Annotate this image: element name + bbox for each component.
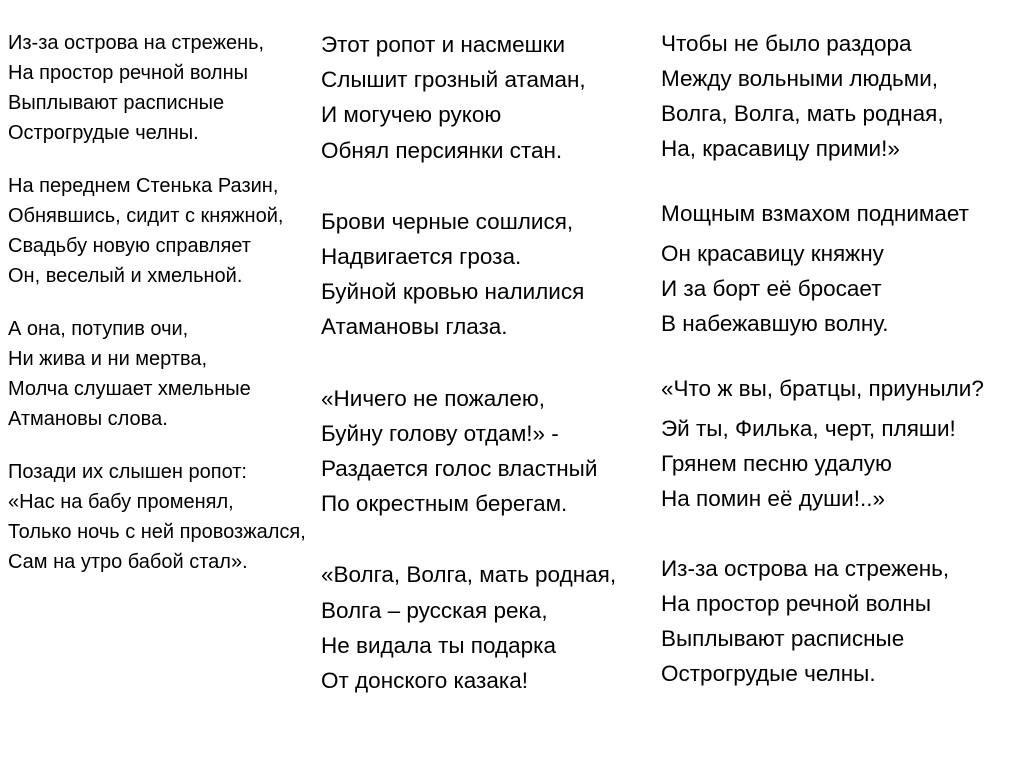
poem-line: Из-за острова на стрежень,: [661, 556, 950, 581]
poem-line: «Ничего не пожалею,: [321, 385, 546, 411]
poem-line: Слышит грозный атаман,: [321, 67, 586, 93]
poem-line: «Волга, Волга, мать родная,: [321, 562, 617, 588]
poem-line: Надвигается гроза.: [321, 244, 522, 270]
poem-line: Буйной кровью налилися: [321, 279, 585, 305]
poem-line: Молча слушает хмельные: [8, 378, 251, 400]
poem-line: Острогрудые челны.: [661, 661, 876, 686]
stanza: [8, 32, 306, 145]
stanza: [661, 376, 1017, 516]
poem-line: Только ночь с ней провозжался,: [8, 521, 306, 543]
poem-line: Буйну голову отдам!» -: [321, 420, 559, 446]
poem-line: Он, веселый и хмельной.: [8, 265, 243, 287]
poem-line: Он красавицу княжну: [661, 241, 884, 266]
stanza: [321, 381, 651, 522]
poem-line: Из-за острова на стрежень,: [8, 32, 265, 54]
stanza: [321, 557, 651, 698]
poem-line: На, красавицу прими!»: [661, 136, 900, 161]
poem-line: Чтобы не было раздора: [661, 31, 912, 56]
poem-line: Обнял персиянки стан.: [321, 137, 563, 163]
poem-line: Эй ты, Филька, черт, пляши!: [661, 416, 956, 441]
poem-line: Атмановы слова.: [8, 408, 168, 430]
poem-line: Выплывают расписные: [661, 626, 905, 651]
poem-column-2: [321, 0, 651, 734]
stanza: [8, 175, 306, 288]
poem-column-1: [8, 0, 306, 604]
poem-line: Этот ропот и насмешки: [321, 32, 566, 57]
poem-line: Волга, Волга, мать родная,: [661, 101, 944, 126]
poem-line: И за борт её бросает: [661, 276, 882, 301]
poem-line: Обнявшись, сидит с княжной,: [8, 205, 284, 227]
poem-line: На простор речной волны: [661, 591, 932, 616]
stanza: [321, 27, 651, 168]
stanza: [8, 461, 306, 574]
poem-line: Мощным взмахом поднимает: [661, 201, 969, 226]
poem-line: Грянем песню удалую: [661, 451, 892, 476]
poem-line: Ни жива и ни мертва,: [8, 348, 208, 370]
poem-line: Раздается голос властный: [321, 456, 598, 482]
stanza: [661, 26, 1017, 166]
stanza: [321, 204, 651, 345]
poem-line: На переднем Стенька Разин,: [8, 175, 279, 197]
poem-line: Позади их слышен ропот:: [8, 461, 247, 483]
poem-line: Брови черные сошлися,: [321, 208, 574, 234]
poem-line: Сам на утро бабой стал».: [8, 551, 248, 573]
poem-line: Не видала ты подарка: [321, 632, 557, 658]
poem-line: Выплывают расписные: [8, 92, 225, 114]
poem-line: Острогрудые челны.: [8, 122, 199, 144]
poem-line: Между вольными людьми,: [661, 66, 939, 91]
stanza: [8, 318, 306, 431]
poem-column-3: [661, 0, 1017, 726]
poem-line: На простор речной волны: [8, 62, 249, 84]
poem-line: От донского казака!: [321, 668, 528, 694]
poem-line: «Что ж вы, братцы, приуныли?: [661, 376, 984, 401]
poem-line: И могучею рукою: [321, 102, 502, 128]
poem-line: Атамановы глаза.: [321, 314, 508, 340]
poem-line: Свадьбу новую справляет: [8, 235, 251, 257]
poem-line: На помин её души!..»: [661, 486, 885, 511]
poem-line: «Нас на бабу променял,: [8, 491, 234, 513]
poem-line: По окрестным берегам.: [321, 491, 568, 517]
poem-line: В набежавшую волну.: [661, 311, 889, 336]
poem-line: Волга – русская река,: [321, 597, 548, 623]
poem-line: А она, потупив очи,: [8, 318, 189, 340]
stanza: [661, 551, 1017, 691]
stanza: [661, 201, 1017, 341]
